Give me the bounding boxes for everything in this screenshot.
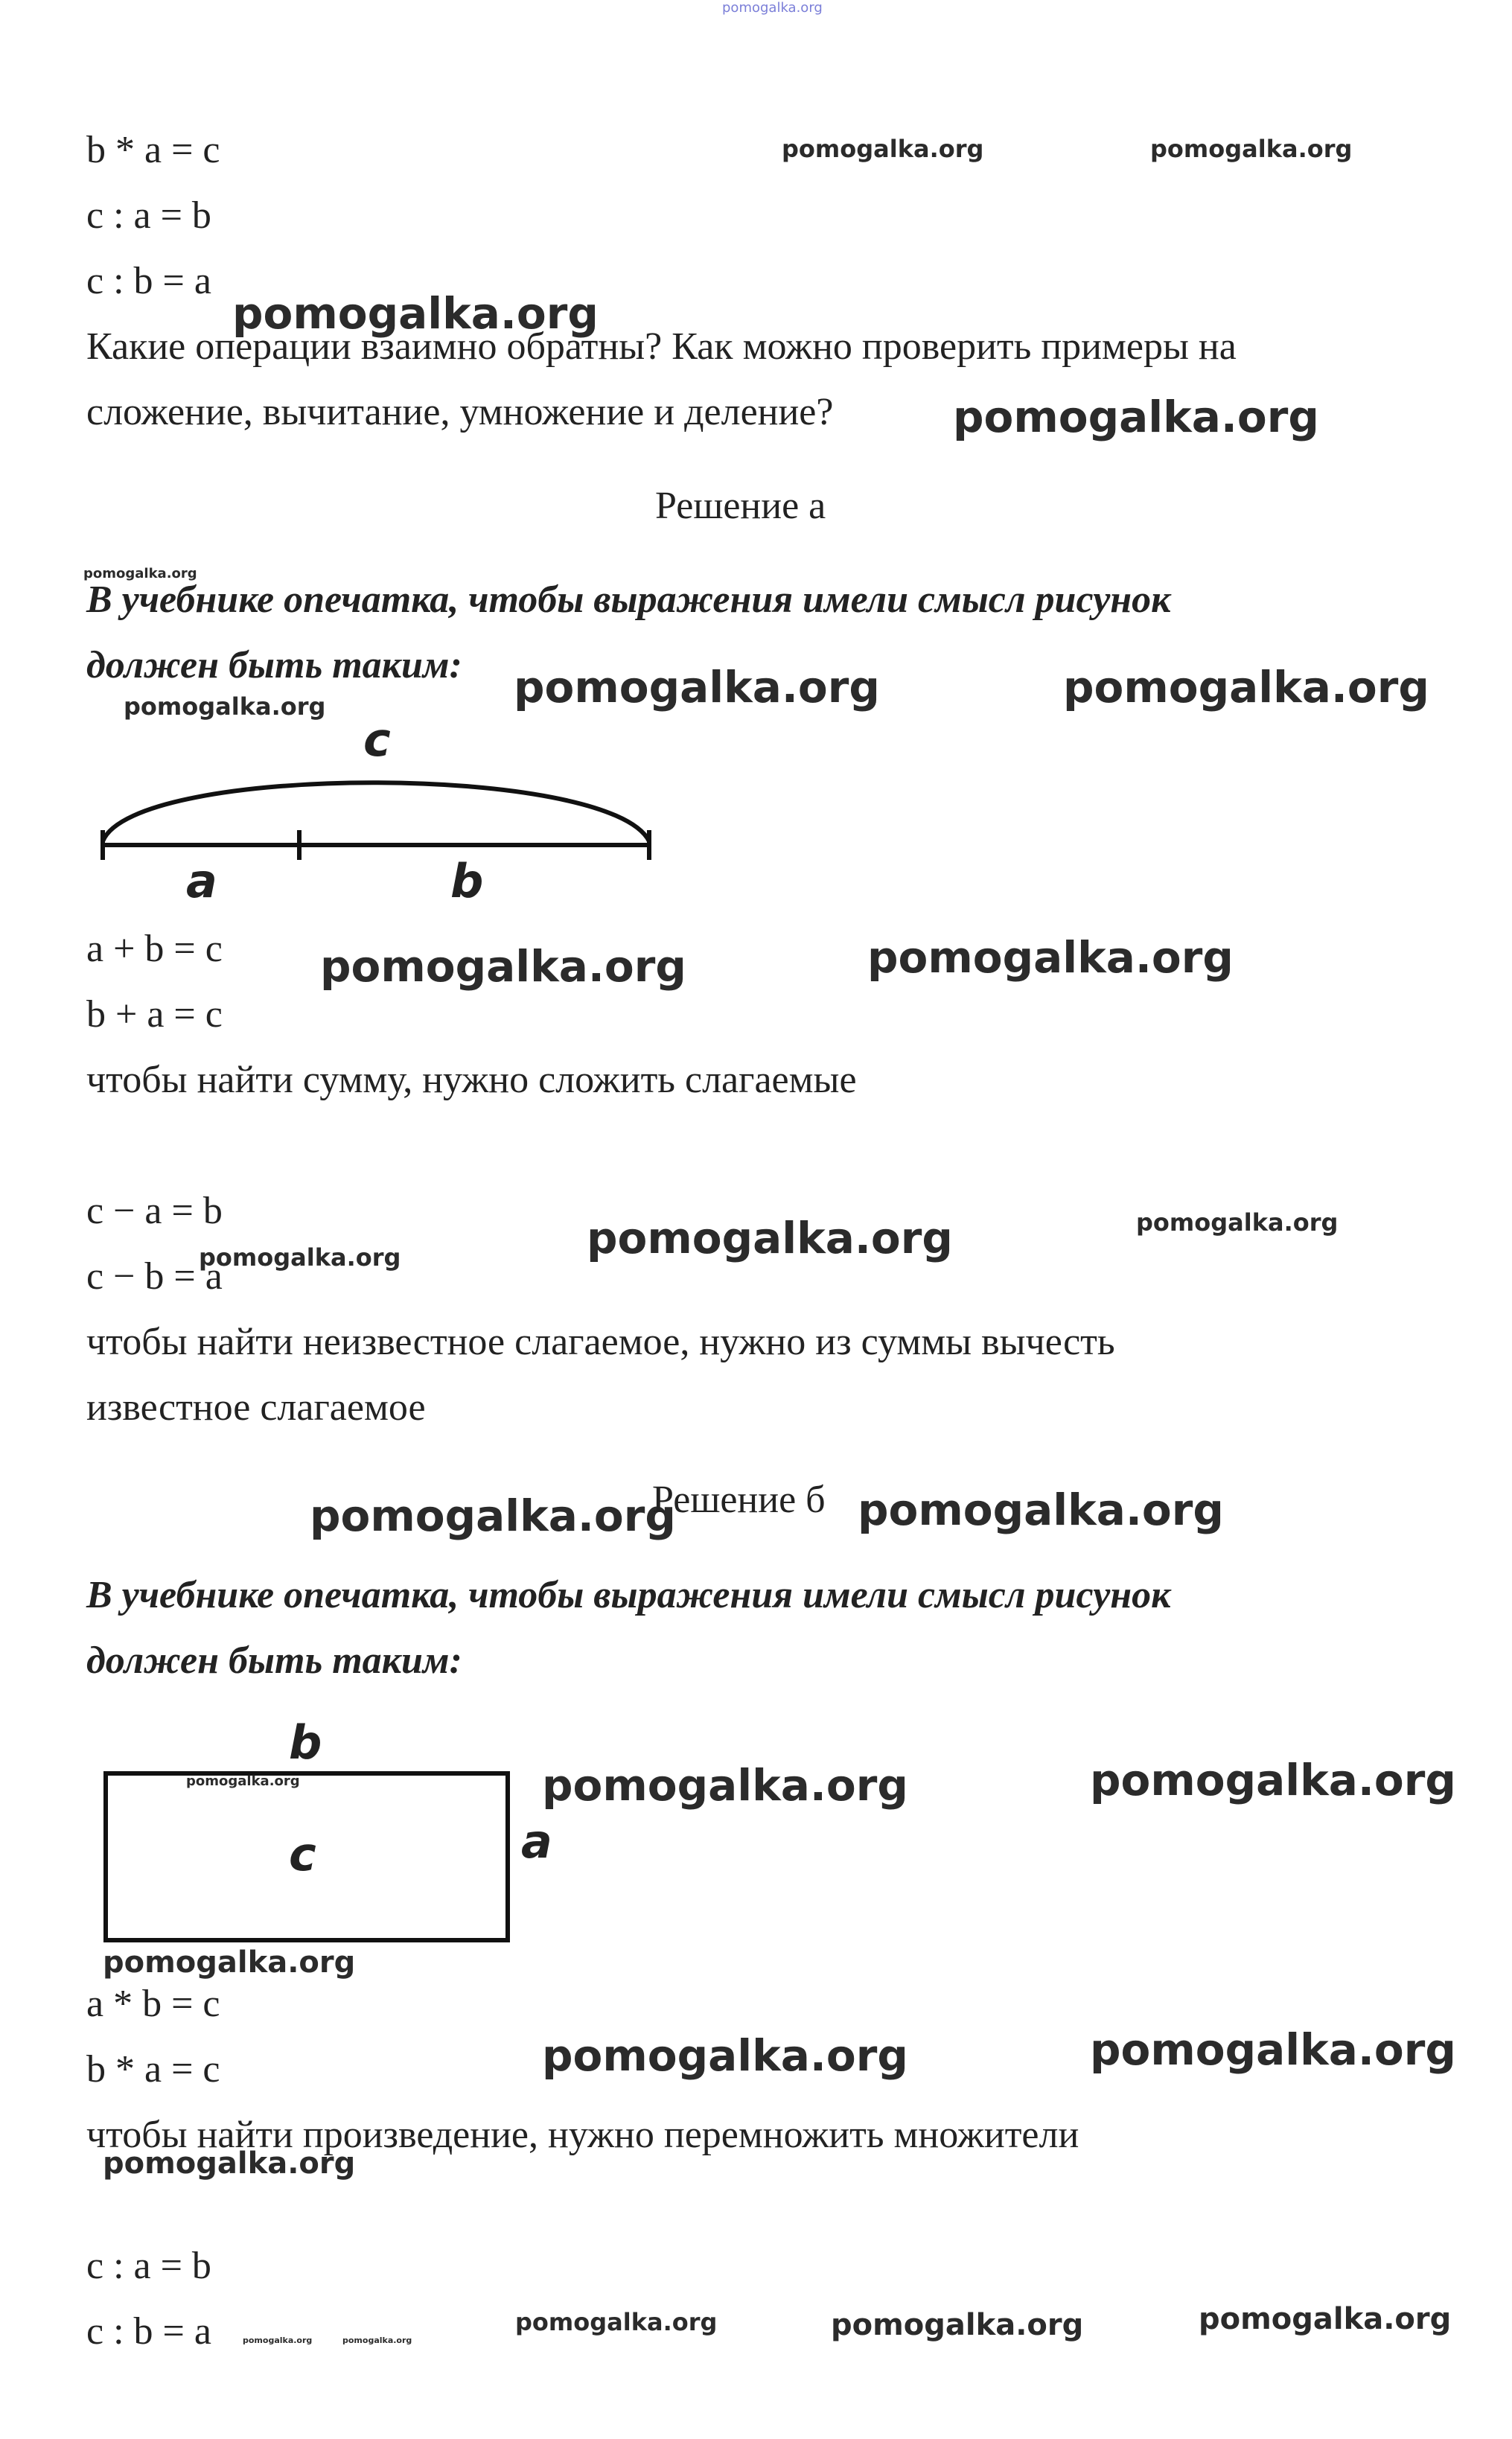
- watermark: pomogalka.org: [83, 566, 197, 581]
- watermark: pomogalka.org: [782, 135, 984, 163]
- intro-question-line-2: сложение, вычитание, умножение и деление?: [86, 391, 834, 433]
- watermark: pomogalka.org: [1090, 1755, 1456, 1805]
- watermark: pomogalka.org: [542, 2030, 908, 2081]
- solution-a-note-line-2: должен быть таким:: [86, 644, 462, 686]
- intro-equation-1: b * a = c: [86, 129, 220, 171]
- solution-a-equation-3: c − a = b: [86, 1190, 223, 1232]
- watermark: pomogalka.org: [199, 1243, 401, 1272]
- watermark: pomogalka.org: [124, 692, 326, 721]
- solution-a-title: Решение а: [655, 485, 826, 527]
- watermark: pomogalka.org: [342, 2336, 412, 2345]
- watermark: pomogalka.org: [858, 1485, 1224, 1535]
- solution-b-title: Решение б: [652, 1479, 826, 1521]
- watermark: pomogalka.org: [243, 2336, 313, 2345]
- watermark: pomogalka.org: [515, 2308, 718, 2336]
- solution-b-equation-1: a * b = c: [86, 1983, 220, 2025]
- watermark: pomogalka.org: [1136, 1208, 1339, 1237]
- watermark: pomogalka.org: [103, 2146, 356, 2181]
- segment-label-c: c: [363, 712, 391, 767]
- intro-equation-3: c : b = a: [86, 260, 211, 302]
- solution-a-equation-1: a + b = c: [86, 928, 223, 970]
- watermark: pomogalka.org: [867, 932, 1234, 983]
- rectangle-label-a: a: [521, 1814, 552, 1869]
- watermark: pomogalka.org: [542, 1760, 908, 1811]
- intro-equation-2: c : a = b: [86, 194, 211, 237]
- watermark: pomogalka.org: [831, 2308, 1084, 2342]
- watermark: pomogalka.org: [1063, 662, 1429, 712]
- watermark: pomogalka.org: [1199, 2302, 1452, 2336]
- rectangle-label-c: c: [289, 1827, 316, 1881]
- watermark: pomogalka.org: [1150, 135, 1353, 163]
- solution-a-note-line-1: В учебнике опечатка, чтобы выражения имели смысл рисунок: [86, 578, 1171, 621]
- solution-a-equation-2: b + a = c: [86, 993, 223, 1036]
- segment-label-b: b: [450, 854, 484, 905]
- rectangle-label-b: b: [289, 1715, 322, 1770]
- watermark: pomogalka.org: [103, 1945, 356, 1980]
- watermark: pomogalka.org: [514, 662, 880, 712]
- solution-a-rule-2-line-2: известное слагаемое: [86, 1386, 426, 1429]
- solution-b-rule-1: чтобы найти произведение, нужно перемножить множители: [86, 2114, 1079, 2156]
- watermark: pomogalka.org: [310, 1490, 676, 1541]
- solution-b-equation-3: c : a = b: [86, 2245, 211, 2287]
- watermark: pomogalka.org: [320, 941, 686, 992]
- solution-b-note-line-2: должен быть таким:: [86, 1639, 462, 1682]
- segment-figure: [89, 711, 655, 905]
- segment-label-a: a: [186, 854, 217, 905]
- solution-b-note-line-1: В учебнике опечатка, чтобы выражения имели смысл рисунок: [86, 1574, 1171, 1616]
- watermark: pomogalka.org: [587, 1213, 953, 1263]
- watermark: pomogalka.org: [1090, 2024, 1456, 2075]
- solution-b-equation-2: b * a = c: [86, 2048, 220, 2091]
- intro-question-line-1: Какие операции взаимно обратны? Как можно проверить примеры на: [86, 325, 1237, 368]
- watermark-top: pomogalka.org: [722, 0, 823, 16]
- segment-arc: [103, 782, 649, 841]
- watermark: pomogalka.org: [232, 288, 599, 339]
- solution-a-equation-4: c − b = a: [86, 1255, 223, 1298]
- solution-b-equation-4: c : b = a: [86, 2310, 211, 2353]
- watermark: pomogalka.org: [186, 1773, 300, 1789]
- watermark: pomogalka.org: [953, 392, 1319, 442]
- rectangle-figure: [89, 1705, 566, 1951]
- solution-a-rule-1: чтобы найти сумму, нужно сложить слагаемые: [86, 1059, 857, 1101]
- solution-a-rule-2-line-1: чтобы найти неизвестное слагаемое, нужно из суммы вычесть: [86, 1321, 1115, 1363]
